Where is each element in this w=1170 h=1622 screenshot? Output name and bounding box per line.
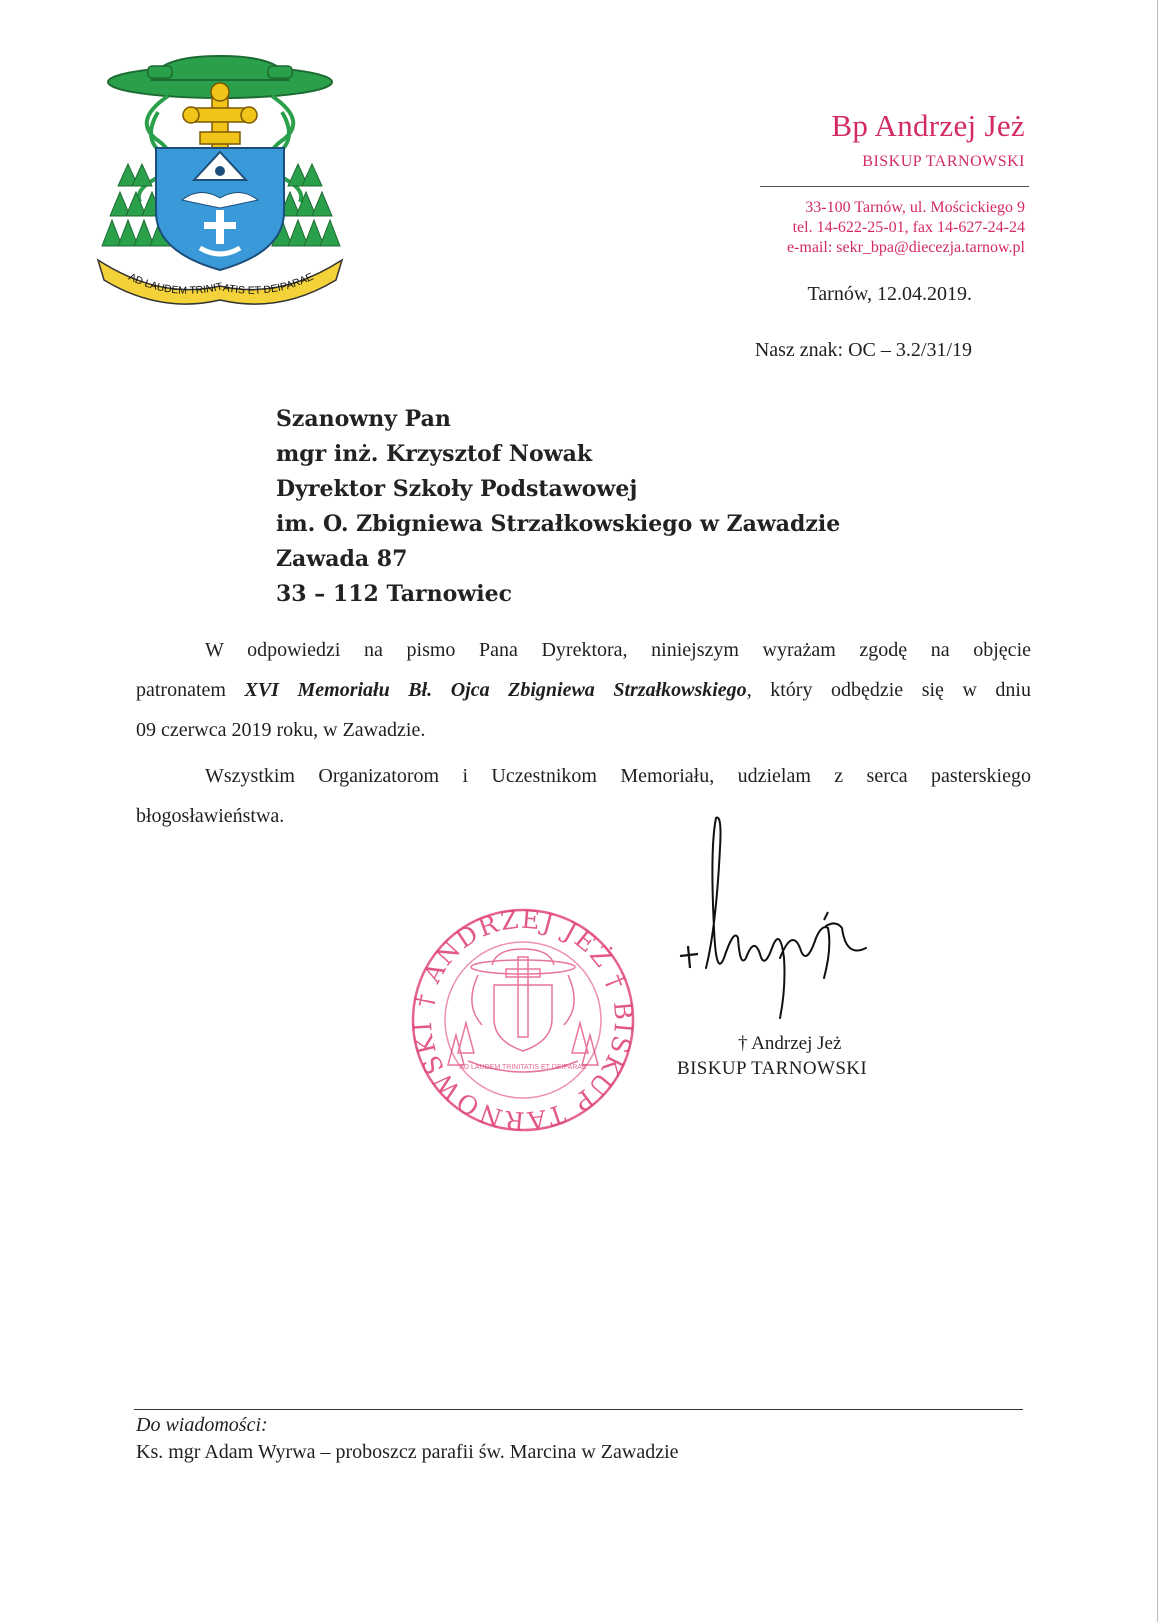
body-paragraph-1-line-1: W odpowiedzi na pismo Pana Dyrektora, niniejszym wyrażam zgodę na objęcie: [205, 639, 1031, 661]
cc-recipient: Ks. mgr Adam Wyrwa – proboszcz parafii św. Marcina w Zawadzie: [136, 1441, 679, 1463]
cc-heading: Do wiadomości:: [136, 1414, 268, 1436]
shield-icon: [156, 148, 284, 270]
stamp-crest-icon: [448, 949, 598, 1072]
recipient-name: mgr inż. Krzysztof Nowak: [276, 441, 593, 467]
sender-title: BISKUP TARNOWSKI: [862, 153, 1025, 170]
body-paragraph-1-line-2: [136, 672, 1031, 708]
stamp-text: † ANDRZEJ JEŻ † BISKUP TARNOWSKI: [408, 905, 638, 1135]
recipient-salutation: Szanowny Pan: [276, 406, 451, 432]
recipient-school: im. O. Zbigniewa Strzałkowskiego w Zawadzie: [276, 511, 841, 537]
sender-address: 33-100 Tarnów, ul. Mościckiego 9: [805, 199, 1025, 216]
body-paragraph-2-line-1: Wszystkim Organizatorom i Uczestnikom Memoriału, udzielam z serca pasterskiego: [205, 765, 1031, 787]
stamp-motto: AD LAUDEM TRINITATIS ET DEIPARAE: [459, 1064, 587, 1071]
recipient-position: Dyrektor Szkoły Podstawowej: [276, 476, 638, 502]
body-text: , który odbędzie się w dniu: [746, 679, 1031, 701]
body-text: patronatem: [136, 679, 245, 701]
footer-divider: [134, 1409, 1023, 1410]
handwritten-signature: [676, 808, 876, 1028]
motto-text: AD LAUDEM TRINITATIS ET DEIPARAE: [126, 270, 316, 297]
letter-date: Tarnów, 12.04.2019.: [807, 283, 972, 305]
recipient-city: 33 – 112 Tarnowiec: [276, 581, 512, 607]
header-divider: [760, 186, 1029, 187]
body-paragraph-1-line-3: 09 czerwca 2019 roku, w Zawadzie.: [136, 719, 426, 741]
official-stamp: [408, 905, 638, 1135]
sender-phone-fax: tel. 14-622-25-01, fax 14-627-24-24: [792, 219, 1025, 236]
signatory-title: BISKUP TARNOWSKI: [677, 1058, 868, 1079]
recipient-street: Zawada 87: [276, 546, 408, 572]
event-name: XVI Memoriału Bł. Ojca Zbigniewa Strzałkowskiego: [244, 679, 747, 701]
sender-name: Bp Andrzej Jeż: [831, 108, 1025, 143]
sender-email: e-mail: sekr_bpa@diecezja.tarnow.pl: [786, 239, 1025, 256]
body-paragraph-2-line-2: błogosławieństwa.: [136, 805, 285, 827]
page-edge: [1157, 0, 1158, 1622]
coat-of-arms: [90, 52, 350, 314]
signatory-name: † Andrzej Jeż: [738, 1033, 842, 1054]
reference-number: Nasz znak: OC – 3.2/31/19: [754, 339, 972, 361]
